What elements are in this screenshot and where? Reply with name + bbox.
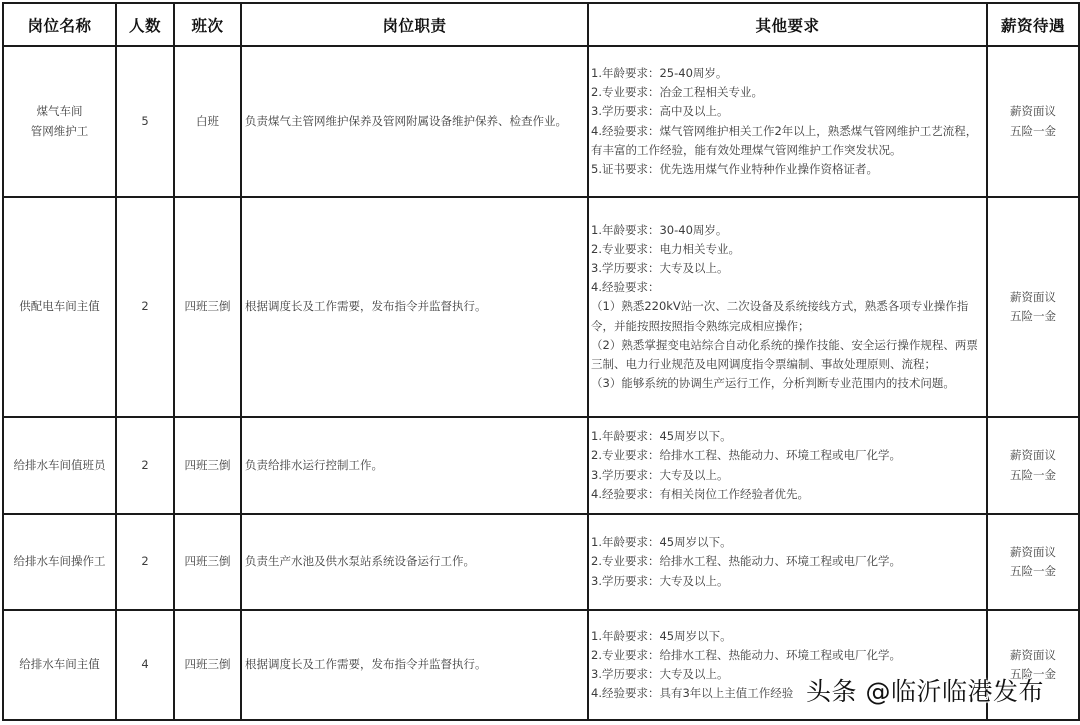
duty-cell — [241, 46, 588, 197]
requirement-line: 4.经验要求：煤气管网维护相关工作2年以上，熟悉煤气管网维护工艺流程，有丰富的工作经验，能有效处理煤气管网维护工作突发状况。 — [591, 123, 978, 157]
salary-cell — [987, 197, 1079, 417]
duty-text: 根据调度长及工作需要，发布指令并监督执行。 — [245, 299, 487, 314]
header-position-name: 岗位名称 — [3, 3, 116, 46]
position-name-line: 给排水车间操作工 — [13, 554, 106, 569]
shift-cell: 四班三倒 — [174, 417, 241, 514]
position-name-line: 给排水车间主值 — [19, 657, 100, 672]
position-name-cell — [3, 417, 116, 514]
position-name-line: 管网维护工 — [30, 123, 89, 138]
headcount-cell: 2 — [116, 514, 174, 610]
requirement-line: （1）熟悉220kV站一次、二次设备及系统接线方式，熟悉各项专业操作指令，并能按照按照指令熟练完成相应操作； — [591, 299, 969, 333]
benefits-line: 五险一金 — [1010, 309, 1056, 323]
position-name-cell — [3, 610, 116, 720]
requirement-line: 2.专业要求：冶金工程相关专业。 — [591, 85, 763, 100]
headcount-cell: 5 — [116, 46, 174, 197]
shift-cell: 白班 — [174, 46, 241, 197]
requirement-line: 1.年龄要求：45周岁以下。 — [591, 628, 732, 643]
position-name-cell — [3, 46, 116, 197]
shift-cell: 四班三倒 — [174, 514, 241, 610]
salary-line: 薪资面议 — [1010, 448, 1056, 463]
requirement-line: 4.经验要求： — [591, 280, 660, 295]
requirement-line: 2.专业要求：给排水工程、热能动力、环境工程或电厂化学。 — [591, 448, 901, 463]
requirement-line: 1.年龄要求：25-40周岁。 — [591, 65, 728, 80]
requirements-cell — [588, 46, 987, 197]
header-headcount: 人数 — [116, 3, 174, 46]
duty-text: 负责给排水运行控制工作。 — [245, 457, 383, 472]
table-row — [3, 514, 1079, 610]
duty-cell — [241, 514, 588, 610]
headcount-cell: 2 — [116, 417, 174, 514]
header-shift: 班次 — [174, 3, 241, 46]
duty-text: 负责生产水池及供水泵站系统设备运行工作。 — [245, 554, 475, 569]
job-recruitment-table — [2, 2, 1080, 721]
duty-cell — [241, 197, 588, 417]
requirement-line: 3.学历要求：大专及以上。 — [591, 667, 729, 681]
salary-line: 薪资面议 — [1010, 289, 1056, 304]
requirement-line: 2.专业要求：给排水工程、热能动力、环境工程或电厂化学。 — [591, 647, 901, 662]
salary-line: 薪资面议 — [1010, 104, 1056, 119]
salary-cell — [987, 514, 1079, 610]
position-name-line: 供配电车间主值 — [19, 299, 100, 314]
requirement-line: 1.年龄要求：45周岁以下。 — [591, 535, 732, 550]
headcount-cell: 4 — [116, 610, 174, 720]
table-row — [3, 46, 1079, 197]
position-name-cell — [3, 514, 116, 610]
headcount-cell: 2 — [116, 197, 174, 417]
header-duties: 岗位职责 — [241, 3, 588, 46]
benefits-line: 五险一金 — [1010, 564, 1056, 578]
requirement-line: 3.学历要求：大专及以上。 — [591, 260, 729, 275]
requirement-line: 1.年龄要求：30-40周岁。 — [591, 222, 728, 237]
header-requirements: 其他要求 — [588, 3, 987, 46]
requirements-cell — [588, 514, 987, 610]
salary-line: 薪资面议 — [1010, 544, 1056, 559]
duty-text: 根据调度长及工作需要，发布指令并监督执行。 — [245, 657, 487, 672]
requirement-line: 3.学历要求：大专及以上。 — [591, 467, 729, 482]
shift-cell: 四班三倒 — [174, 197, 241, 417]
header-row — [3, 3, 1079, 46]
source-watermark: 头条 @临沂临港发布 — [806, 677, 1044, 706]
salary-cell — [987, 417, 1079, 514]
benefits-line: 五险一金 — [1010, 667, 1056, 681]
table-row — [3, 610, 1079, 720]
duty-cell — [241, 610, 588, 720]
requirement-line: 1.年龄要求：45周岁以下。 — [591, 429, 732, 444]
requirement-line: 4.经验要求：有相关岗位工作经验者优先。 — [591, 486, 809, 501]
requirement-line: （2）熟悉掌握变电站综合自动化系统的操作技能、安全运行操作规程、两票三制、电力行业规范及电网调度指令票编制、事故处理原则、流程； — [591, 337, 978, 371]
requirement-line: （3）能够系统的协调生产运行工作，分析判断专业范围内的技术问题。 — [591, 376, 955, 391]
benefits-line: 五险一金 — [1010, 467, 1056, 482]
requirement-line: 3.学历要求：高中及以上。 — [591, 104, 729, 119]
benefits-line: 五险一金 — [1010, 123, 1056, 138]
duty-text: 负责煤气主管网维护保养及管网附属设备维护保养、检查作业。 — [245, 113, 567, 128]
table-row — [3, 197, 1079, 417]
salary-cell — [987, 610, 1079, 720]
position-name-line: 给排水车间值班员 — [13, 457, 106, 472]
requirements-cell — [588, 197, 987, 417]
requirement-line: 3.学历要求：大专及以上。 — [591, 573, 729, 588]
requirement-line: 4.经验要求：具有3年以上主值工作经验 — [591, 686, 794, 701]
position-name-cell — [3, 197, 116, 417]
requirement-line: 2.专业要求：电力相关专业。 — [591, 241, 740, 256]
table-row — [3, 417, 1079, 514]
salary-line: 薪资面议 — [1010, 647, 1056, 662]
requirements-cell — [588, 417, 987, 514]
salary-cell — [987, 46, 1079, 197]
position-name-line: 煤气车间 — [36, 104, 83, 119]
requirements-cell — [588, 610, 987, 720]
requirement-line: 2.专业要求：给排水工程、热能动力、环境工程或电厂化学。 — [591, 554, 901, 569]
header-salary: 薪资待遇 — [987, 3, 1079, 46]
shift-cell: 四班三倒 — [174, 610, 241, 720]
duty-cell — [241, 417, 588, 514]
requirement-line: 5.证书要求：优先选用煤气作业特种作业操作资格证者。 — [591, 161, 878, 176]
